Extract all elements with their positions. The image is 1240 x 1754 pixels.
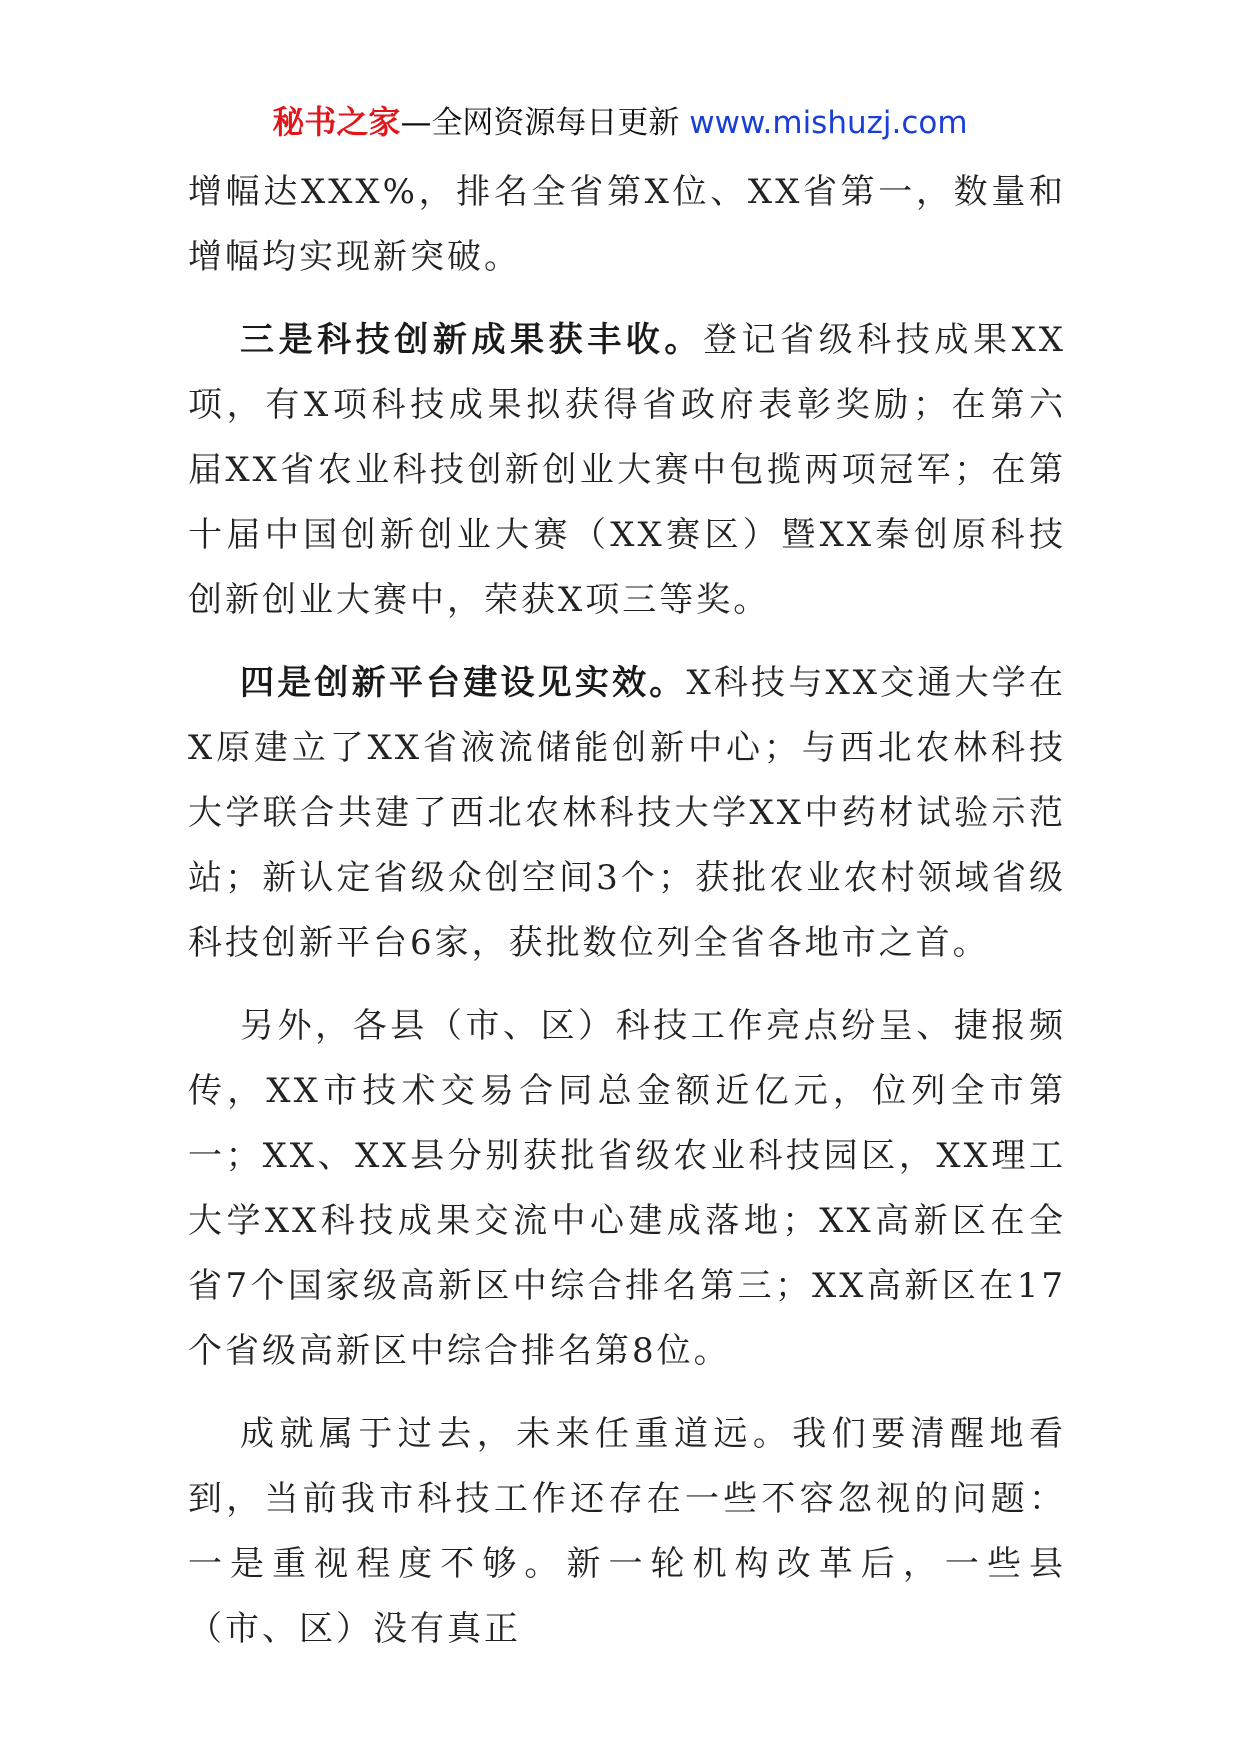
paragraph-innovation-platforms [188,651,1066,976]
paragraph-lead-heading: 四是创新平台建设见实效。 [240,663,687,703]
paragraph-problems [188,1402,1066,1662]
site-url-link[interactable]: www.mishuzj.com [689,105,968,141]
brand-name: 秘书之家 [272,103,401,141]
paragraph-county-highlights [188,994,1066,1384]
paragraph-text: 另外，各县（市、区）科技工作亮点纷呈、捷报频传，XX市技术交易合同总金额近亿元，位列全市第一；XX、XX县分别获批省级农业科技园区，XX理工大学XX科技成果交流中心建成落地；XX高新区在全省7个国家级高新区中综合排名第三；XX高新区在17个省级高新区中综合排名第8位。 [188,1006,1066,1371]
paragraph-text: 成就属于过去，未来任重道远。我们要清醒地看到，当前我市科技工作还存在一些不容忽视的问题：一是重视程度不够。新一轮机构改革后，一些县（市、区）没有真正 [188,1414,1066,1649]
document-body [188,160,1066,1662]
paragraph-lead-heading: 三是科技创新成果获丰收。 [240,320,703,360]
site-header [0,100,1240,145]
paragraph-text: X科技与XX交通大学在X原建立了XX省液流储能创新中心；与西北农林科技大学联合共建了西北农林科技大学XX中药材试验示范站；新认定省级众创空间3个；获批农业农村领域省级科技创新平台6家，获批数位列全省各地市之首。 [188,663,1066,963]
paragraph-tech-achievements [188,308,1066,633]
header-slogan: —全网资源每日更新 [400,105,680,141]
paragraph-continuation [188,160,1066,290]
paragraph-text: 登记省级科技成果XX项，有X项科技成果拟获得省政府表彰奖励；在第六届XX省农业科技创新创业大赛中包揽两项冠军；在第十届中国创新创业大赛（XX赛区）暨XX秦创原科技创新创业大赛中，荣获X项三等奖。 [188,320,1066,620]
paragraph-text: 增幅达XXX%，排名全省第X位、XX省第一，数量和增幅均实现新突破。 [188,172,1066,277]
